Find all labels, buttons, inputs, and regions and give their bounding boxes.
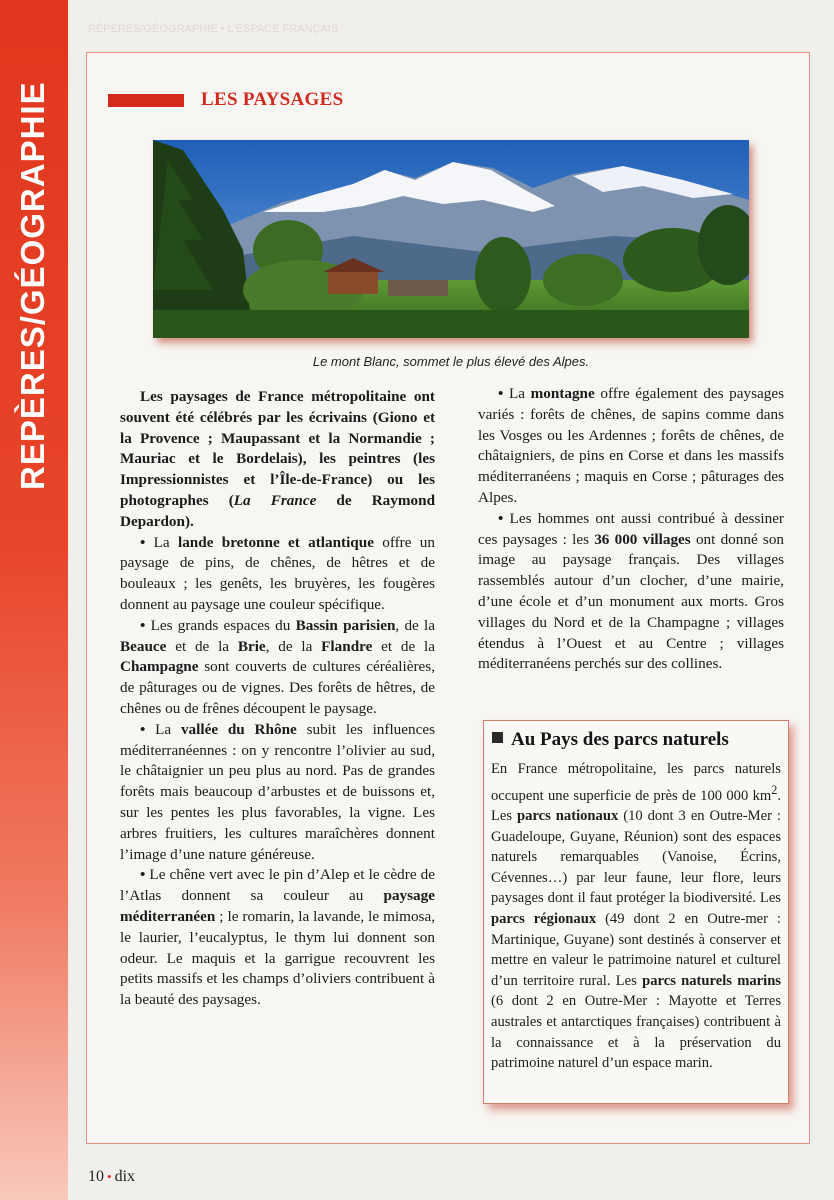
parcs-naturels-box — [483, 720, 789, 1104]
paragraph-vallee-rhone: • La vallée du Rhône subit les influences méditerranéennes : on y rencontre l’olivier au sud, le châtaignier un peu plus au nord. Pas de grandes forêts mais beaucoup d’arbustes et de buissons et, sur les pentes les plus favorables, la vigne. Les arbres fruitiers, les cultures maraîchères donnent l’image d’une nature généreuse. — [120, 720, 435, 863]
left-column — [120, 387, 435, 1011]
box-text: En France métropolitaine, les parcs naturels occupent une superficie de près de 100 000 $km^2$. Les parcs nationaux (10 dont 3 en Outre-Mer : Guadeloupe, Guyane, Réunion) sont des espaces naturels remarquables (Vanoise, Écrins, Cévennes…) par leur faune, leur flore, leurs paysages dont il faut protéger la biodiversité. Les parcs régionaux (49 dont 2 en Outre-mer : Martinique, Guyane) sont destinés à conserver et mettre en valeur le patrimoine naturel et culturel d’un territoire rural. Les parcs naturels marins (6 dont 2 en Outre-Mer : Mayotte et Terres australes et antarctiques françaises) contribuent à la connaissance et à la préservation du patrimoine naturel d’un espace marin. — [491, 761, 781, 1072]
right-column — [478, 384, 784, 675]
side-section-title: REPÈRES/GÉOGRAPHIE — [14, 81, 51, 490]
photo-caption: Le mont Blanc, sommet le plus élevé des Alpes. — [312, 354, 590, 369]
intro-paragraph: Les paysages de France métropolitaine ont souvent été célébrés par les écrivains (Giono et la Provence ; Maupassant et la Normandie ; Mauriac et le Bordelais), les peintres (les Impressionnistes et l’Île-de-France) ou les photographes (La France de Raymond Depardon). — [120, 388, 436, 530]
section-header — [108, 89, 343, 111]
paragraph-montagne: • La montagne offre également des paysages variés : forêts de chênes, de sapins comme dans les Vosges ou les Ardennes ; forêts de chênes, de châtaigniers, de pins en Corse et dans les massifs méditerranéens ; maquis en Corse ; pâturages des Alpes. — [478, 385, 784, 506]
show-through-header-text: RÉPÈRES/GÉOGRAPHIE • L'ESPACE FRANÇAIS — [88, 23, 339, 35]
mont-blanc-landscape-photo — [153, 140, 749, 338]
paragraph-mediterraneen: • Le chêne vert avec le pin d’Alep et le cèdre de l’Atlas donnent sa couleur au paysage méditerranéen ; le romarin, la lavande, le mimosa, le laurier, l’eucalyptus, le thym lui donnent son odeur. Le maquis et la garrigue recouvrent les petits massifs et les champs d’oliviers contribuent à la beauté des paysages. — [120, 866, 435, 1009]
paragraph-lande: • La lande bretonne et atlantique offre un paysage de pins, de chênes, de hêtres et de bouleaux ; les genêts, les bruyères, les fougères donnent au paysage une couleur spécifique. — [120, 533, 435, 613]
box-title: Au Pays des parcs naturels — [492, 729, 729, 751]
section-red-bar — [108, 94, 184, 107]
page-number: 10 • dix — [88, 1168, 136, 1185]
section-title: LES PAYSAGES — [201, 89, 344, 110]
square-bullet-icon — [492, 732, 503, 743]
paragraph-bassin-parisien: • Les grands espaces du Bassin parisien, de la Beauce et de la Brie, de la Flandre et de la Champagne sont couverts de cultures céréalières, de pâturages ou de vignes. Des forêts de hêtres, de chênes ou de frênes découpent le paysage. — [120, 616, 436, 717]
paragraph-villages: • Les hommes ont aussi contribué à dessiner ces paysages : les 36 000 villages ont donné son image au paysage français. Des villages rassemblés autour d’un clocher, d’une mairie, d’une école et d’un monument aux morts. Gros villages du Nord et de la Champagne ; villages étendus à l’Ouest et au Centre ; villages méditerranéens perchés sur des collines. — [478, 509, 785, 673]
